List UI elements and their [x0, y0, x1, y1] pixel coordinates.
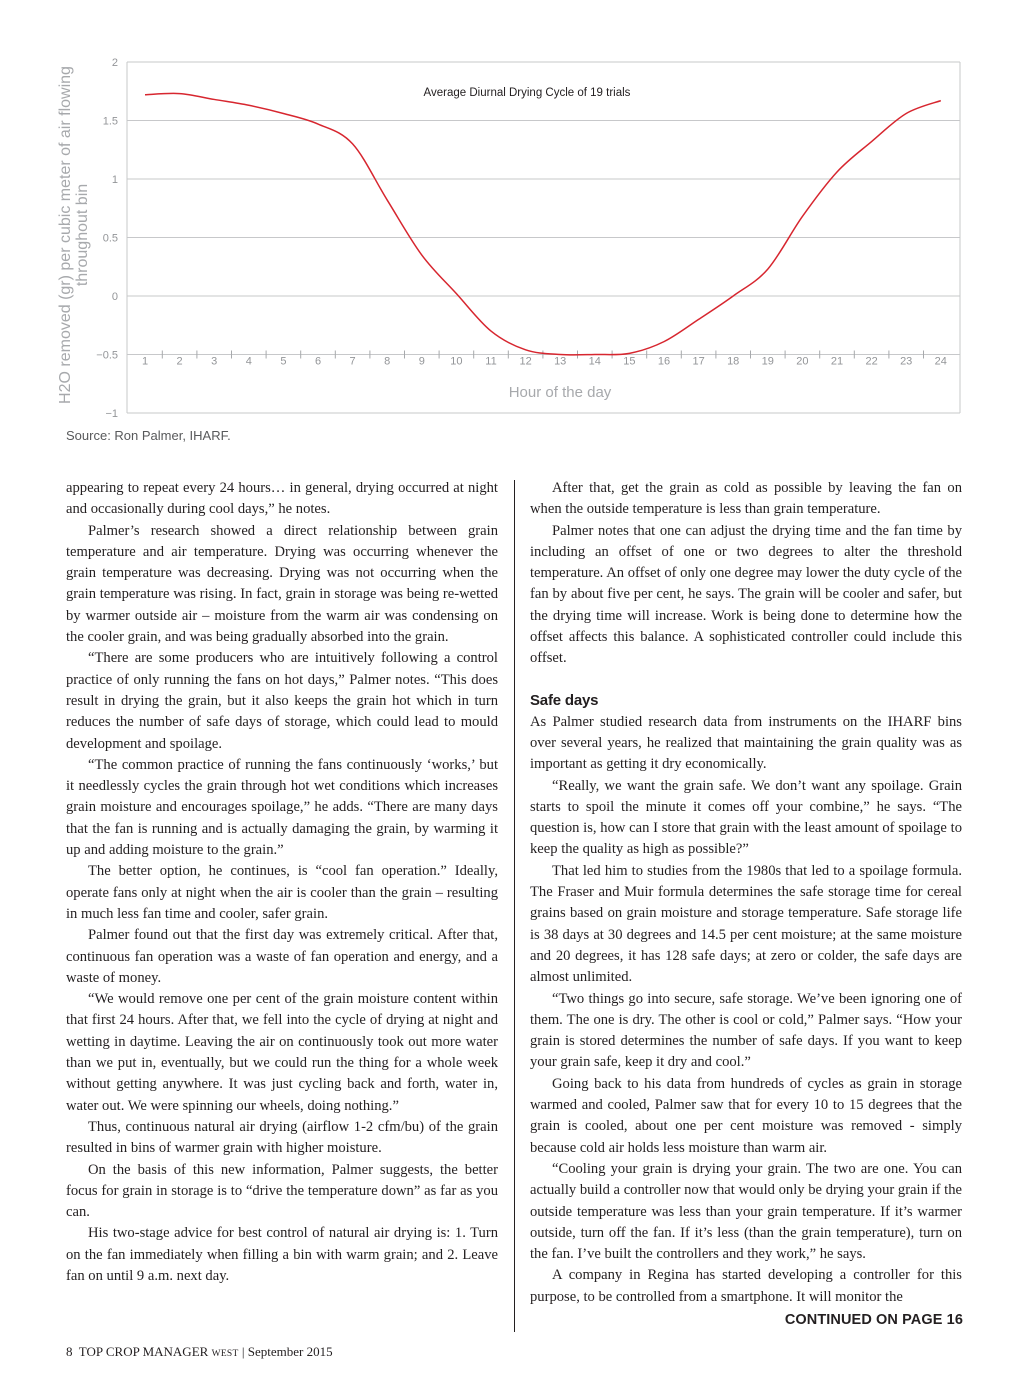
paragraph: “Two things go into secure, safe storage. We’ve been ignoring one of them. The one is dry. The other is cool or cold,” Palmer says. “How your grain is stored determines the number of safe days. If you want to keep your grain safe, keep it dry and cool.”	[530, 990, 962, 1071]
x-tick-label: 23	[900, 355, 913, 368]
x-tick-label: 11	[485, 355, 497, 368]
x-tick-label: 15	[623, 355, 636, 368]
y-axis-title: H2O removed (gr) per cubic meter of air flowing throughout bin	[57, 66, 91, 404]
paragraph: “The common practice of running the fans continuously ‘works,’ but it needlessly cycles the grain through hot wet conditions which increases grain moisture and encourages spoilage,” he adds. “There are many days that the fan is running and is actually damaging the grain, by warming it up and adding moisture to the grain.”	[66, 756, 498, 859]
y-tick-label: 1	[111, 174, 118, 186]
x-tick-label: 14	[588, 355, 601, 368]
y-tick-label: 0	[111, 291, 118, 303]
x-tick-label: 1	[141, 355, 149, 368]
y-tick-label: 0.5	[102, 232, 118, 245]
paragraph: A company in Regina has started developing a controller for this purpose, to be controlled from a smartphone. It will monitor the	[530, 1267, 962, 1305]
article-right-column	[530, 478, 962, 1308]
x-tick-label: 3	[211, 355, 218, 368]
paragraph: Palmer found out that the first day was extremely critical. After that, continuous fan operation was a waste of fan operation and energy, and a waste of money.	[66, 927, 498, 986]
page-footer	[66, 1344, 333, 1360]
x-tick-label: 10	[450, 355, 463, 368]
y-tick-label: −1	[105, 408, 118, 420]
x-tick-label: 17	[692, 355, 705, 368]
x-tick-label: 9	[418, 355, 425, 368]
x-tick-label: 6	[314, 355, 322, 368]
issue-date: September 2015	[247, 1344, 333, 1359]
x-tick-label: 24	[934, 355, 947, 368]
y-tick-label: 2	[111, 57, 118, 69]
continued-notice: CONTINUED ON PAGE 16	[784, 1312, 963, 1328]
y-tick-label: 1.5	[102, 115, 118, 128]
paragraph: Going back to his data from hundreds of cycles as grain in storage warmed and cooled, Palmer saw that for every 10 to 15 degrees that the grain is cooled, about one per cent moisture was removed - simply because cold air holds less moisture than warm air.	[530, 1075, 962, 1156]
section-heading: Safe days	[530, 691, 599, 709]
paragraph: Palmer’s research showed a direct relationship between grain temperature and air temperature. Drying was occurring whenever the grain temperature was decreasing. Drying was not occurring when the grain temperature was rising. In fact, grain in storage was being re-wetted by warmer outside air – moisture from the warm air was condensing on the cooler grain, and was being gradually absorbed into the grain.	[66, 522, 498, 646]
paragraph: On the basis of this new information, Palmer suggests, the better focus for grain in storage is to “drive the temperature down” as far as you can.	[66, 1161, 498, 1221]
paragraph: His two-stage advice for best control of natural air drying is: 1. Turn on the fan immediately when filling a bin with warm grain; and 2. Leave fan on until 9 a.m. next day.	[66, 1225, 498, 1284]
paragraph: That led him to studies from the 1980s that led to a spoilage formula. The Fraser and Muir formula determines the safe storage time for cereal grains based on grain moisture and storage temperature. Safe storage life is 38 days at 30 degrees and 14.5 per cent moisture; at the same moisture and 20 degrees, it has 128 safe days; at zero or colder, the safe days are almost unlimited.	[530, 862, 962, 986]
series-line	[145, 93, 941, 355]
paragraph: After that, get the grain as cold as possible by leaving the fan on when the outside temperature is less than grain temperature.	[530, 480, 962, 518]
drying-cycle-chart	[0, 0, 1024, 450]
page-number: 8	[66, 1344, 73, 1359]
paragraph: Thus, continuous natural air drying (airflow 1-2 cfm/bu) of the grain resulted in bins of warmer grain with higher moisture.	[66, 1118, 498, 1157]
x-tick-label: 18	[727, 355, 740, 368]
paragraph: As Palmer studied research data from instruments on the IHARF bins over several years, he realized that maintaining the grain quality was as important as getting it dry economically.	[530, 713, 962, 773]
chart-svg	[0, 0, 1024, 450]
paragraph: “There are some producers who are intuitively following a control practice of only running the fans on hot days,” Palmer notes. “This does result in drying the grain, but it also keeps the grain hot which in turn reduces the number of safe days of storage, which could lead to mould development and spoilage.	[66, 650, 498, 752]
column-divider	[514, 480, 515, 1332]
right-column-safe-days	[530, 712, 962, 1308]
paragraph: appearing to repeat every 24 hours… in general, drying occurred at night and occasionally during cool days,” he notes.	[66, 480, 498, 518]
paragraph: The better option, he continues, is “cool fan operation.” Ideally, operate fans only at night when the air is cooler than the grain – resulting in much less fan time and cooler, safer grain.	[66, 863, 498, 922]
x-tick-label: 20	[796, 355, 809, 368]
article-left-column	[66, 478, 498, 1287]
right-column-intro	[530, 478, 962, 670]
paragraph: “We would remove one per cent of the grain moisture content within that first 24 hours. After that, we fell into the cycle of drying at night and wetting in daytime. Leaving the air on continuously took out more water than we put in, eventually, but we could run the thing for a whole week without getting anywhere. It was just cycling back and forth, water in, water out. We were spinning our wheels, doing nothing.”	[66, 991, 498, 1114]
x-tick-label: 4	[245, 355, 252, 368]
x-tick-label: 22	[865, 355, 878, 368]
x-tick-label: 13	[554, 355, 567, 368]
x-tick-label: 7	[349, 355, 356, 368]
footer-separator: |	[241, 1344, 245, 1359]
y-tick-label: −0.5	[96, 349, 118, 362]
x-tick-label: 2	[176, 355, 183, 368]
x-axis-title: Hour of the day	[508, 384, 612, 401]
x-tick-label: 5	[280, 355, 287, 368]
chart-title: Average Diurnal Drying Cycle of 19 trials	[423, 87, 631, 99]
x-tick-label: 21	[830, 355, 844, 368]
magazine-name: TOP CROP MANAGER	[78, 1344, 209, 1359]
x-tick-label: 16	[657, 355, 671, 368]
paragraph: “Really, we want the grain safe. We don’t want any spoilage. Grain starts to spoil the minute it comes off your combine,” he says. “The question is, how can I store that grain with the least amount of spoilage to keep the quality as high as possible?”	[530, 777, 962, 858]
chart-source: Source: Ron Palmer, IHARF.	[66, 428, 231, 443]
paragraph: “Cooling your grain is drying your grain. The two are one. You can actually build a controller now that would only be drying your grain if the outside temperature was less than your grain temperature. If it’s warmer outside, turn off the fan. If it’s less (than the grain temperature), turn on the fan. I’ve built the controllers and they work,” he says.	[530, 1160, 962, 1263]
x-tick-label: 19	[761, 355, 774, 368]
x-tick-label: 8	[384, 355, 391, 368]
x-tick-label: 12	[519, 355, 532, 368]
magazine-edition: WEST	[211, 1349, 239, 1359]
paragraph: Palmer notes that one can adjust the drying time and the fan time by including an offset of one or two degrees to alter the threshold temperature. An offset of only one degree may lower the duty cycle of the fan by about five per cent, he says. The grain will be cooler and safer, but the drying time will increase. Work is being done to determine how the offset affects this balance. A sophisticated controller could include this offset.	[530, 522, 962, 667]
